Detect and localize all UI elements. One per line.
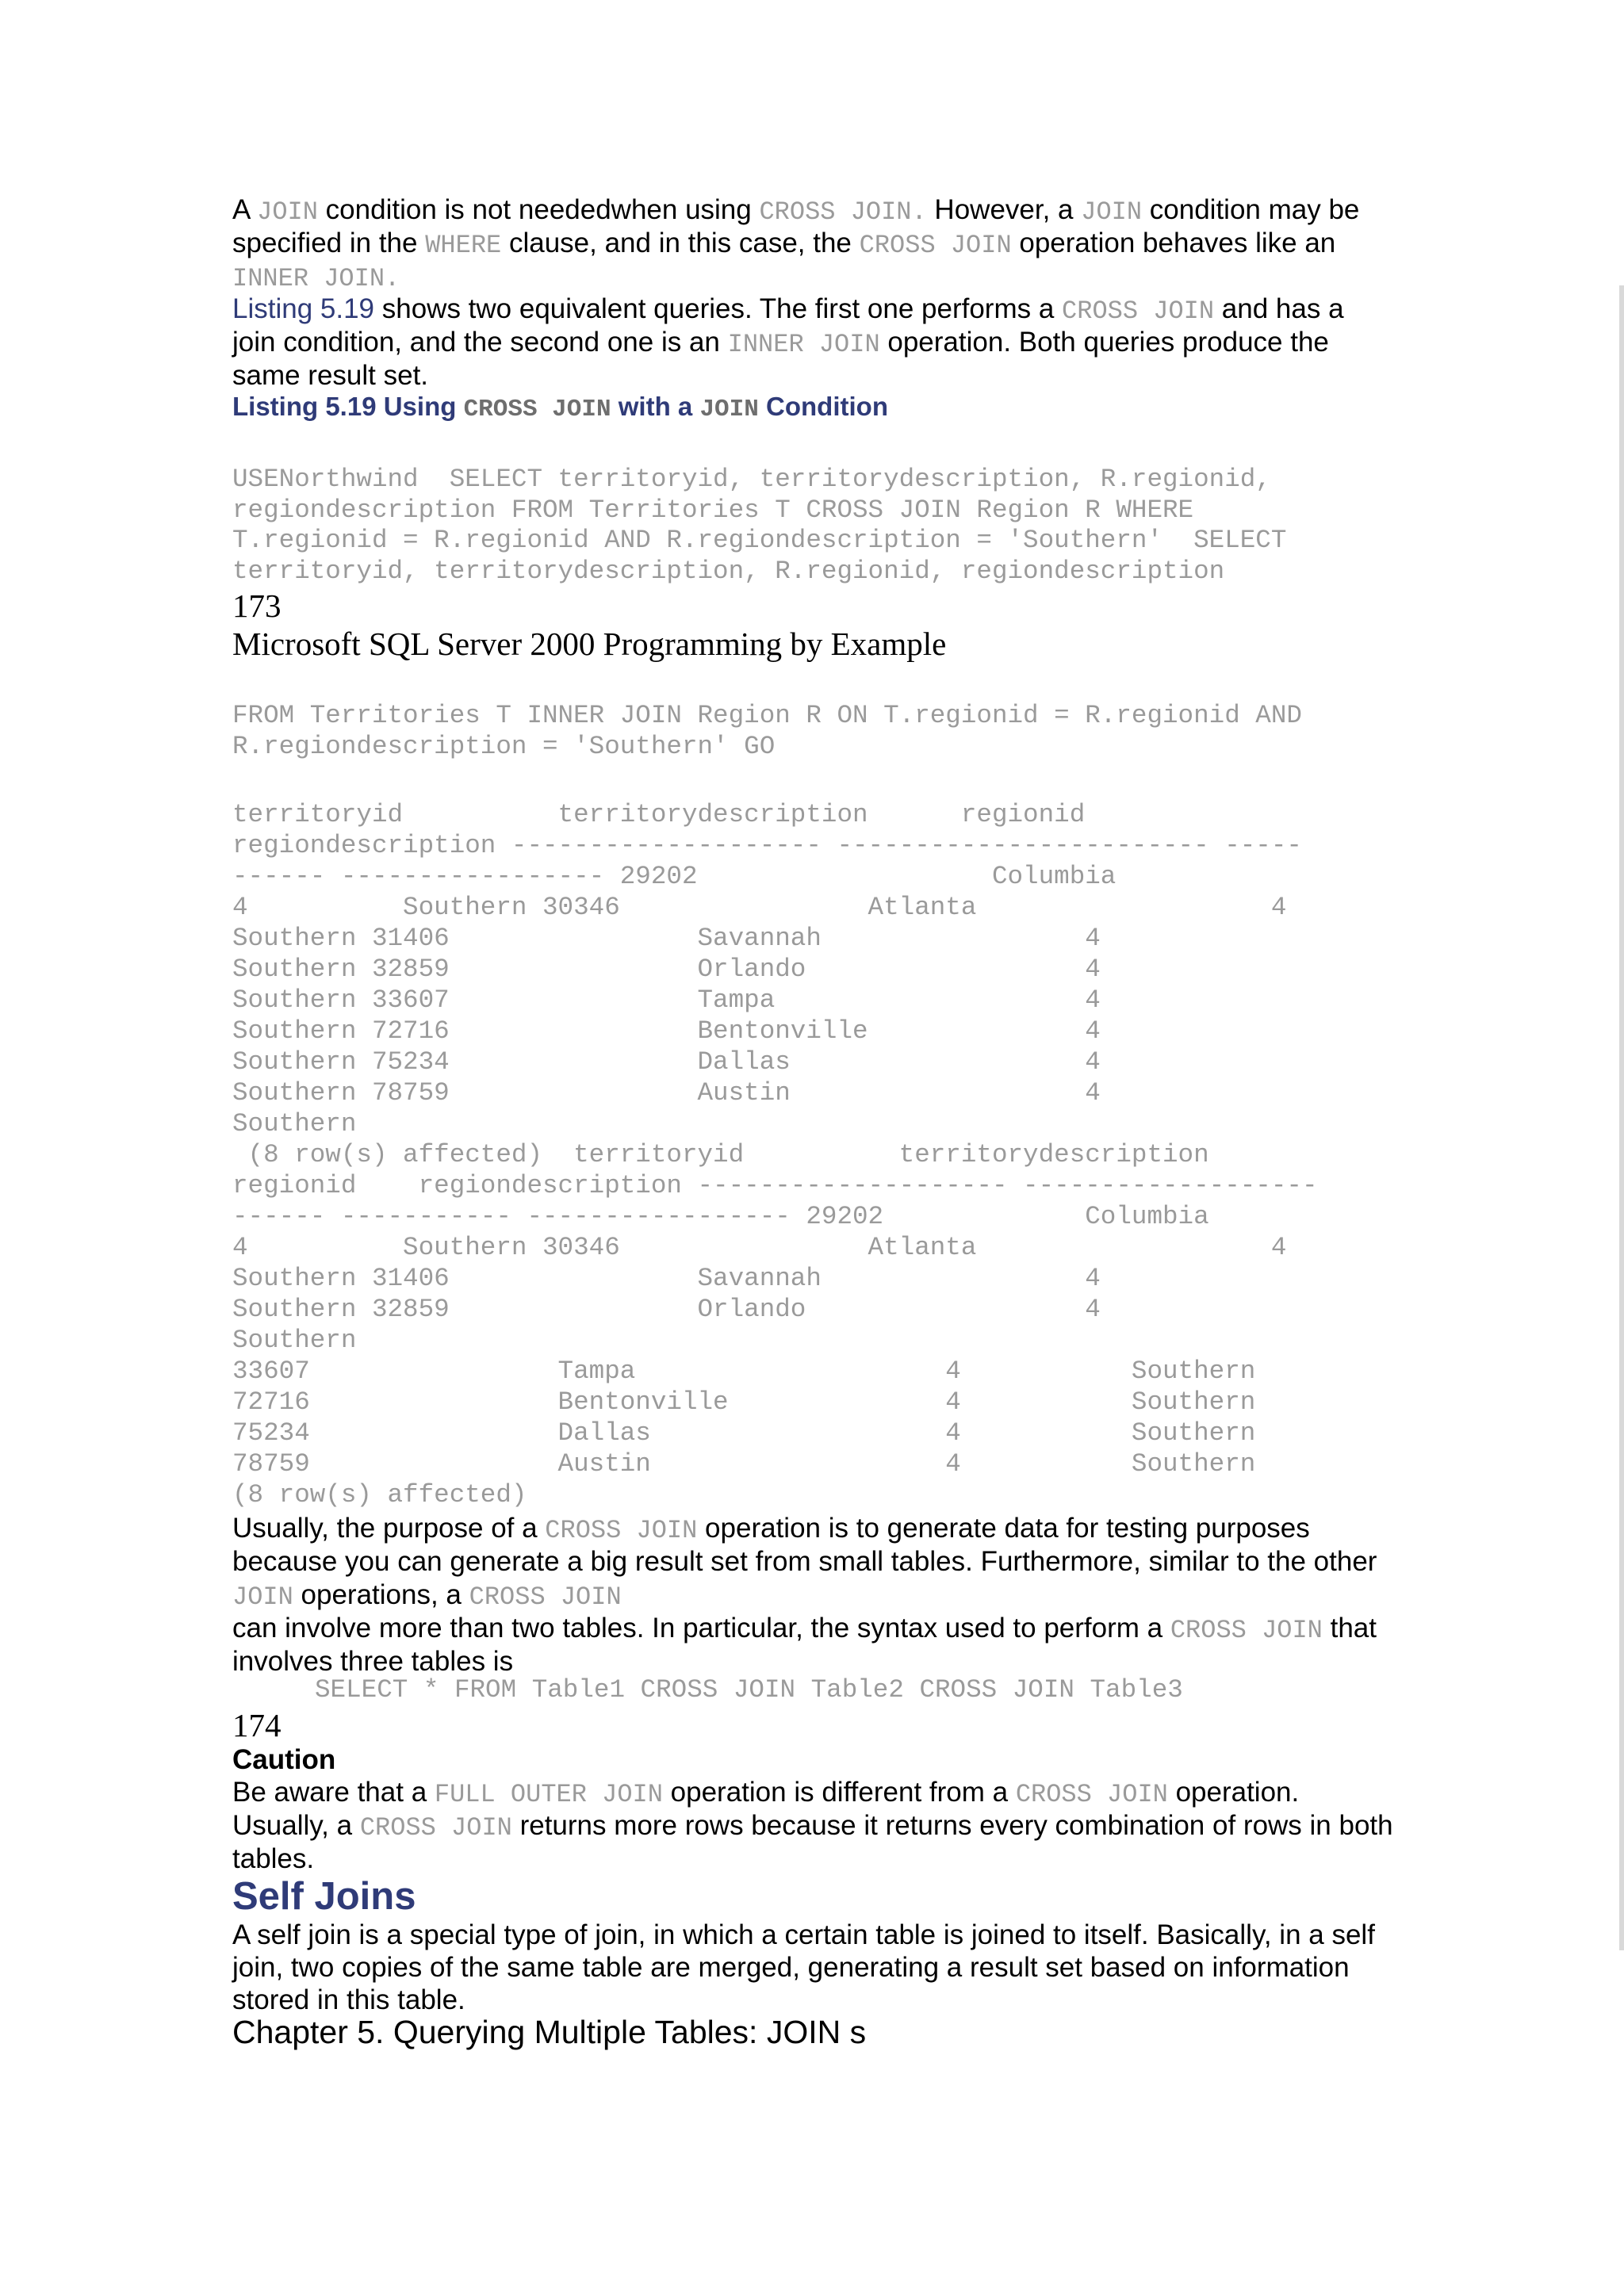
inline-code: CROSS JOIN — [1170, 1616, 1323, 1645]
caution-line-3 — [232, 1845, 314, 1873]
inline-code: JOIN — [232, 1582, 293, 1612]
text: Usually, the purpose of a — [232, 1513, 546, 1544]
inline-code: CROSS JOIN — [545, 1516, 698, 1545]
result-line: regiondescription -------------------- ------------------------ ----- — [232, 831, 1302, 860]
text: clause, and in this case, the — [501, 228, 860, 258]
text: returns more rows because it returns every combination of rows in both — [511, 1810, 1393, 1841]
result-line: 72716 Bentonville 4 Southern — [232, 1387, 1256, 1417]
inline-code: CROSS JOIN — [463, 396, 611, 423]
inline-code: JOIN — [699, 396, 759, 423]
text: because you can generate a big result set from small tables. Furthermore, similar to the other — [232, 1546, 1377, 1577]
running-header: Microsoft SQL Server 2000 Programming by Example — [232, 626, 947, 662]
inline-code: FULL OUTER JOIN — [434, 1780, 663, 1809]
inline-code: JOIN — [1081, 197, 1143, 227]
result-line: Southern 32859 Orlando 4 — [232, 1295, 1101, 1324]
page-edge-shade — [1619, 285, 1624, 1950]
text: Usually, a — [232, 1810, 360, 1841]
text: specified in the — [232, 228, 426, 258]
caution-title: Caution — [232, 1744, 336, 1775]
inline-code: CROSS JOIN — [859, 231, 1012, 260]
text: condition may be — [1142, 194, 1360, 225]
paragraph-3-line-5 — [232, 1647, 513, 1675]
page-number: 174 — [232, 1707, 282, 1743]
inline-code: CROSS JOIN — [1062, 297, 1215, 326]
result-line: Southern 72716 Bentonville 4 — [232, 1016, 1101, 1046]
result-line: (8 row(s) affected) territoryid territorydescription — [232, 1140, 1209, 1169]
code-line: T.regionid = R.regionid AND R.regiondescription = 'Southern' SELECT — [232, 526, 1287, 555]
paragraph-3-line-2 — [232, 1548, 1377, 1575]
result-line: Southern 31406 Savannah 4 — [232, 1264, 1101, 1293]
text: condition is not neededwhen using — [317, 194, 760, 225]
caution-line-2 — [232, 1812, 1393, 1841]
text: operation is different from a — [662, 1777, 1016, 1808]
text: shows two equivalent queries. The first one performs a — [374, 293, 1063, 324]
inline-code: CROSS JOIN — [359, 1813, 512, 1843]
inline-code: CROSS JOIN — [469, 1582, 622, 1612]
section-heading: Self Joins — [232, 1875, 416, 1918]
page-number: 173 — [232, 587, 282, 624]
result-line: Southern 33607 Tampa 4 — [232, 985, 1101, 1015]
paragraph-4-line: join, two copies of the same table are merged, generating a result set based on information — [232, 1952, 1350, 1983]
result-line: Southern — [232, 1109, 357, 1138]
result-line: Southern — [232, 1326, 357, 1355]
listing-reference-link[interactable]: Listing 5.19 — [232, 293, 375, 324]
result-line: (8 row(s) affected) — [232, 1480, 527, 1510]
result-line: Southern 32859 Orlando 4 — [232, 955, 1101, 984]
result-line: ------ ----------- ----------------- 29202 Columbia — [232, 1202, 1209, 1231]
inline-code: JOIN — [257, 197, 318, 227]
inline-code: CROSS JOIN. — [759, 197, 927, 227]
text: join condition, and the second one is an — [232, 327, 728, 358]
result-line: 75234 Dallas 4 Southern — [232, 1418, 1256, 1448]
paragraph-4-line: A self join is a special type of join, in which a certain table is joined to itself. Basically, in a self — [232, 1919, 1375, 1950]
caution-line-1 — [232, 1778, 1299, 1808]
code-line: FROM Territories T INNER JOIN Region R ON T.regionid = R.regionid AND — [232, 701, 1302, 730]
chapter-footer: Chapter 5. Querying Multiple Tables: JOIN s — [232, 2014, 867, 2050]
inline-code: INNER JOIN — [727, 330, 880, 359]
code-line: territoryid, territorydescription, R.regionid, regiondescription — [232, 557, 1225, 586]
text: A — [232, 194, 258, 225]
paragraph-1-line-3 — [232, 262, 400, 292]
code-line: USENorthwind SELECT territoryid, territorydescription, R.regionid, — [232, 465, 1271, 494]
result-line: 4 Southern 30346 Atlanta 4 — [232, 1233, 1287, 1262]
text: operation. — [1167, 1777, 1300, 1808]
result-line: 33607 Tampa 4 Southern — [232, 1357, 1256, 1386]
inline-code: WHERE — [425, 231, 502, 260]
text: involves three tables is — [232, 1646, 514, 1677]
paragraph-2-line-1 — [232, 295, 1344, 324]
code-example: SELECT * FROM Table1 CROSS JOIN Table2 CROSS JOIN Table3 — [315, 1675, 1183, 1705]
text: operation behaves like an — [1011, 228, 1336, 258]
result-line: Southern 75234 Dallas 4 — [232, 1047, 1101, 1077]
result-line: ------ ----------------- 29202 Columbia — [232, 862, 1116, 891]
text: operations, a — [293, 1579, 469, 1610]
result-line: regionid regiondescription -------------------- ------------------- — [232, 1171, 1318, 1200]
text: Listing 5.19 Using — [232, 392, 464, 421]
paragraph-4-line: stored in this table. — [232, 1984, 465, 2015]
code-line: regiondescription FROM Territories T CROSS JOIN Region R WHERE — [232, 496, 1194, 525]
text: same result set. — [232, 360, 429, 391]
result-line: 78759 Austin 4 Southern — [232, 1449, 1256, 1479]
paragraph-3-line-4 — [232, 1614, 1377, 1644]
text: Condition — [758, 392, 888, 421]
listing-title — [232, 393, 888, 422]
text: However, a — [926, 194, 1082, 225]
paragraph-1-line-1 — [232, 196, 1359, 225]
result-line: Southern 31406 Savannah 4 — [232, 924, 1101, 953]
inline-code: INNER JOIN. — [232, 264, 400, 293]
text: and has a — [1214, 293, 1344, 324]
text: Be aware that a — [232, 1777, 435, 1808]
text: that — [1322, 1613, 1377, 1644]
text: operation. Both queries produce the — [879, 327, 1329, 358]
text: can involve more than two tables. In particular, the syntax used to perform a — [232, 1613, 1170, 1644]
paragraph-3-line-3 — [232, 1581, 622, 1610]
paragraph-2-line-3 — [232, 362, 428, 389]
code-line: R.regiondescription = 'Southern' GO — [232, 732, 776, 761]
text: tables. — [232, 1843, 315, 1874]
result-line: territoryid territorydescription regionid — [232, 800, 1086, 829]
result-line: 4 Southern 30346 Atlanta 4 — [232, 893, 1287, 922]
inline-code: CROSS JOIN — [1015, 1780, 1168, 1809]
paragraph-1-line-2 — [232, 229, 1335, 258]
text: with a — [611, 392, 700, 421]
paragraph-3-line-1 — [232, 1514, 1310, 1544]
paragraph-2-line-2 — [232, 328, 1329, 358]
text: operation is to generate data for testing purposes — [697, 1513, 1310, 1544]
result-line: Southern 78759 Austin 4 — [232, 1078, 1101, 1108]
